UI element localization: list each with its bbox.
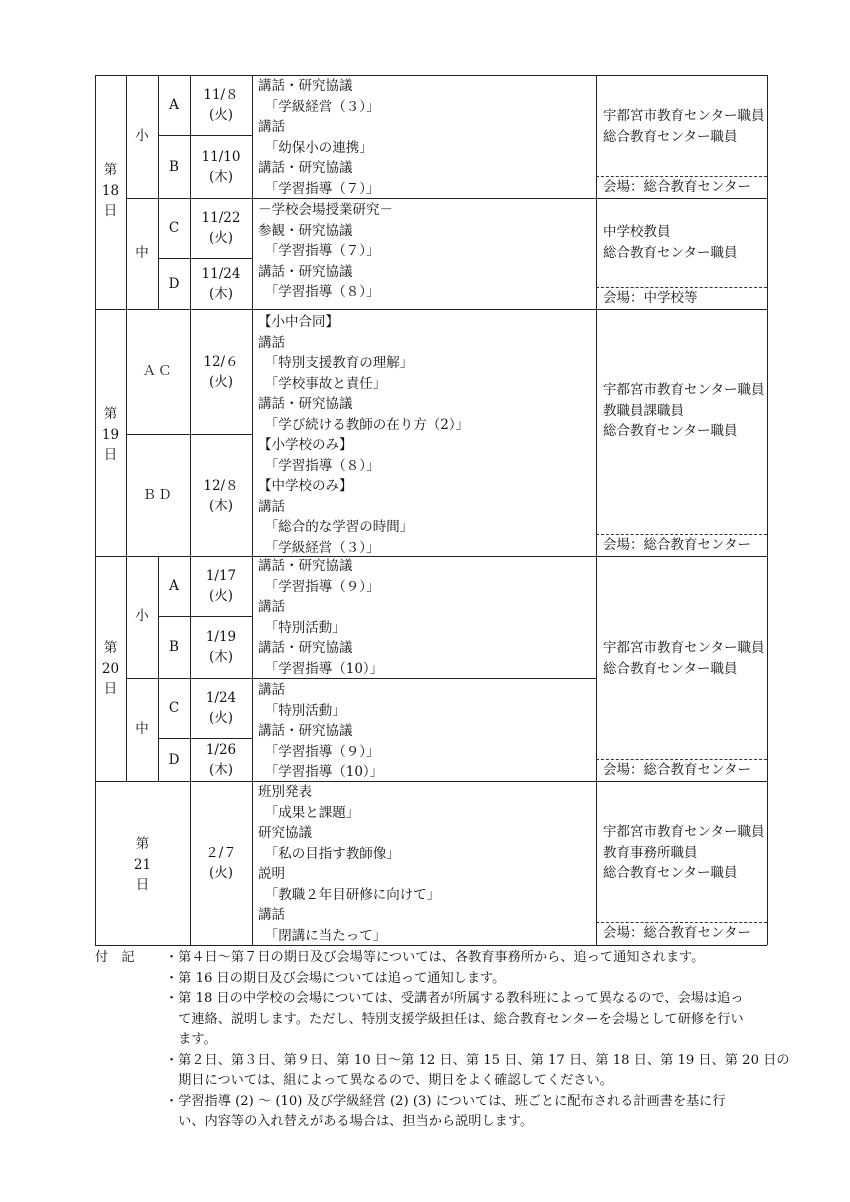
class-label: B	[169, 639, 179, 655]
session-content: 「教職２年目研修に向けて」	[258, 886, 441, 903]
staff-text: 総合教育センター職員	[603, 128, 738, 145]
session-content: 説明	[258, 866, 285, 882]
session-date: 1/17 (火)	[205, 568, 237, 604]
session-date: 11/22 (火)	[201, 210, 241, 246]
venue-text: 会場：総合教育センター	[603, 925, 751, 941]
note-line: い、内容等の入れ替えがある場合は、担当から説明します。	[165, 1114, 534, 1129]
table-bottom-border	[95, 945, 767, 946]
staff-column-rule	[596, 75, 597, 945]
venue-text: 会場：総合教育センター	[603, 537, 751, 553]
session-content: 「学習指導（９）」	[258, 578, 380, 595]
venue-text: 会場：総合教育センター	[603, 179, 751, 195]
session-date: 1/26 (木)	[205, 741, 237, 778]
session-content: 「学習指導（９）」	[258, 743, 380, 760]
note-line: ・第 16 日の期日及び会場については追って通知します。	[165, 970, 506, 986]
staff-text: 総合教育センター職員	[603, 423, 738, 439]
level-label: 中	[135, 721, 149, 737]
staff-text: 教職員課職員	[603, 402, 684, 419]
session-content: 「学習指導（８）」	[258, 284, 380, 300]
notes-heading: 付 記	[95, 950, 135, 965]
day-separator	[95, 781, 767, 782]
table-top-border	[95, 75, 767, 76]
session-content: 「学級経営（３）」	[258, 539, 380, 556]
session-content: 「学習指導（８）」	[258, 457, 380, 474]
session-date: ２/７ (火)	[205, 845, 237, 881]
level-column-rule	[126, 309, 127, 556]
session-content: 講話	[258, 907, 285, 923]
class-label: C	[168, 220, 180, 236]
class-label: A	[169, 578, 179, 594]
session-date: 11/24 (木)	[201, 265, 241, 302]
level-label: 小	[135, 128, 149, 144]
session-content: 講話・研究協議	[258, 263, 353, 280]
session-content: 講話・研究協議	[258, 160, 353, 176]
staff-text: 総合教育センター職員	[603, 865, 738, 881]
content-column-rule	[252, 75, 253, 945]
session-content: 講話	[258, 334, 285, 351]
class-label: D	[168, 751, 180, 768]
staff-text: 宇都宮市教育センター職員	[603, 382, 765, 398]
staff-text: 教育事務所職員	[603, 844, 698, 861]
day-label: 第 21 日	[133, 836, 152, 893]
session-content: 講話	[258, 599, 285, 615]
session-content: 「特別活動」	[258, 702, 346, 719]
session-date: 1/19 (木)	[205, 629, 237, 665]
session-content: 研究協議	[258, 825, 312, 841]
session-content: 参観・研究協議	[258, 222, 353, 239]
class-row-rule	[158, 616, 252, 617]
session-date: 11/10 (木)	[201, 148, 241, 185]
session-content: 「学級経営（３）」	[258, 98, 380, 115]
staff-text: 中学校教員	[603, 224, 671, 240]
note-line: ・第２日、第３日、第９日、第 10 日～第 12 日、第 15 日、第 17 日、第 18 日、第 19 日、第 20 日の	[165, 1052, 790, 1068]
note-line: て連絡、説明します。ただし、特別支援学級担任は、総合教育センターを会場として研修を行い	[165, 1011, 744, 1027]
class-label: C	[168, 700, 180, 716]
class-label: A	[169, 97, 179, 113]
class-row-rule	[158, 258, 252, 259]
note-line: 期日については、組によって異なるので、期日をよく確認してください。	[165, 1073, 613, 1088]
level-row-rule	[126, 198, 767, 199]
level-column-rule	[126, 556, 127, 781]
note-line: ・第４日～第７日の期日及び会場等については、各教育事務所から、追って通知されます。	[165, 950, 705, 965]
class-label: D	[168, 275, 180, 292]
session-date: 11/８ (火)	[203, 87, 239, 123]
session-content: 講話・研究協議	[258, 723, 353, 739]
session-content: 「学習指導（10）」	[258, 764, 384, 780]
staff-text: 総合教育センター職員	[603, 660, 738, 677]
session-content: 「特別活動」	[258, 619, 346, 636]
class-label: ＢＤ	[142, 487, 174, 503]
session-content: 講話	[258, 682, 285, 698]
session-content: 「幼保小の連携」	[258, 139, 373, 156]
day-separator	[95, 309, 767, 310]
staff-text: 宇都宮市教育センター職員	[603, 108, 765, 124]
session-content: 講話・研究協議	[258, 396, 353, 412]
class-row-rule	[158, 135, 252, 136]
level-column-rule	[126, 75, 127, 309]
session-content: 「閉講に当たって」	[258, 927, 387, 944]
day-label: 第 19 日	[101, 406, 120, 463]
class-label: B	[169, 158, 179, 175]
note-line: ・学習指導 (2) ～ (10) 及び学級経営 (2) (3) については、班ごとに配布される計画書を基に行	[165, 1093, 726, 1109]
session-content: 「特別支援教育の理解」	[258, 355, 414, 371]
venue-text: 会場：総合教育センター	[603, 762, 751, 778]
session-content: 「私の目指す教師像」	[258, 845, 400, 862]
day-separator	[95, 556, 767, 557]
session-content: 講話・研究協議	[258, 558, 353, 574]
session-content: 「総合的な学習の時間」	[258, 519, 414, 535]
day-label: 第 20 日	[101, 640, 120, 697]
session-content: 「学び続ける教師の在り方（2）」	[258, 416, 470, 433]
session-content: 【小中合同】	[258, 314, 339, 330]
session-content: 「成果と課題」	[258, 804, 360, 821]
session-content: 班別発表	[258, 784, 312, 800]
session-content: 「学習指導（７）」	[258, 243, 380, 259]
staff-text: 総合教育センター職員	[603, 244, 738, 261]
note-line: ます。	[165, 1032, 217, 1047]
class-label: ＡＣ	[142, 363, 174, 379]
level-label: 中	[135, 245, 149, 261]
class-row-rule	[126, 434, 252, 435]
staff-text: 宇都宮市教育センター職員	[603, 824, 765, 840]
day-label: 第 18 日	[101, 162, 120, 219]
venue-text: 会場：中学校等	[603, 290, 698, 306]
session-content: －学校会場授業研究－	[258, 202, 393, 218]
staff-text: 宇都宮市教育センター職員	[603, 640, 765, 656]
table-right-border	[767, 75, 768, 945]
session-content: 講話	[258, 119, 285, 135]
session-content: 「学校事故と責任」	[258, 375, 387, 392]
session-content: 【中学校のみ】	[258, 478, 353, 494]
session-content: 「学習指導（７）」	[258, 180, 380, 197]
session-date: 12/６ (火)	[203, 354, 239, 390]
session-content: 【小学校のみ】	[258, 437, 353, 453]
session-date: 12/８ (木)	[203, 478, 239, 514]
level-label: 小	[135, 608, 149, 624]
session-date: 1/24 (火)	[205, 690, 237, 726]
session-content: 講話・研究協議	[258, 78, 353, 94]
note-line: ・第 18 日の中学校の会場については、受講者が所属する教科班によって異なるので、会場は追っ	[165, 991, 744, 1006]
session-content: 「学習指導（10）」	[258, 660, 384, 677]
session-content: 講話・研究協議	[258, 640, 353, 656]
session-content: 講話	[258, 498, 285, 515]
